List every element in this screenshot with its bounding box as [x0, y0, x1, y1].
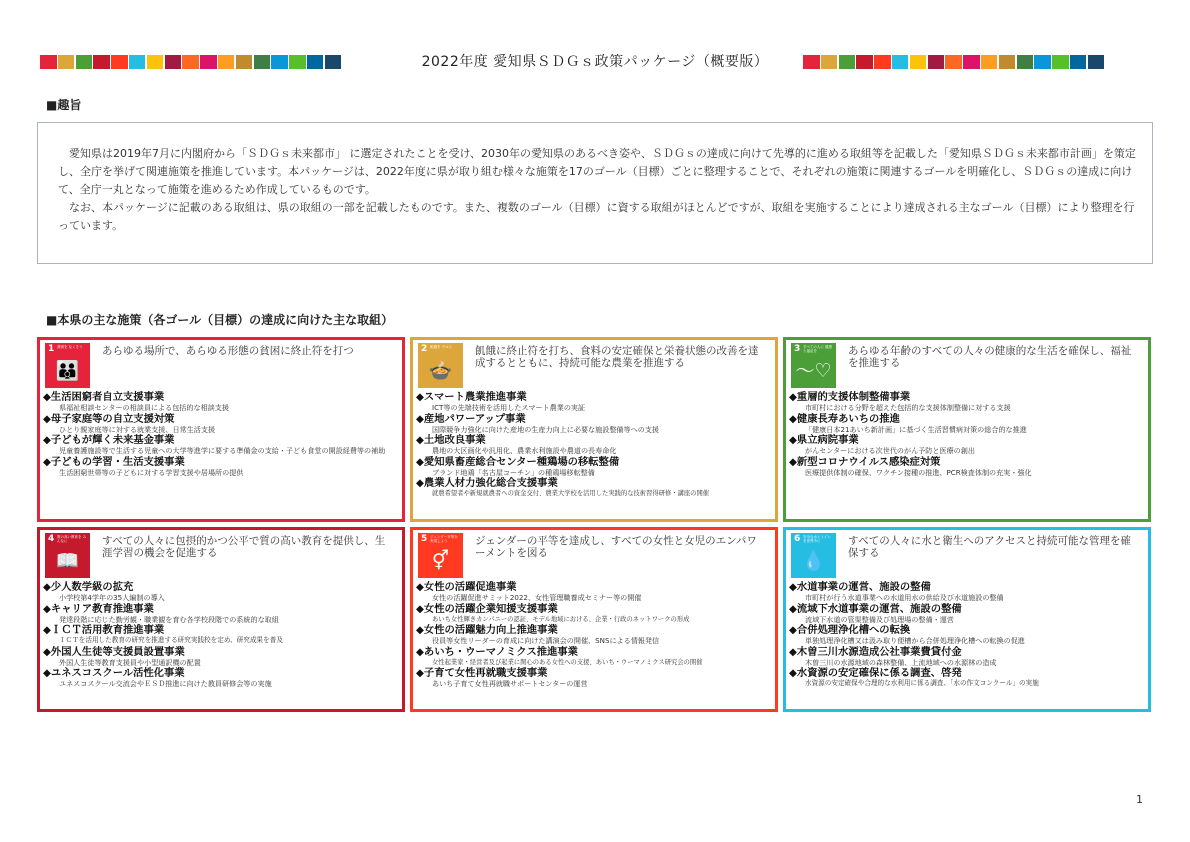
measure-desc: 県福祉相談センターの相談員による包括的な相談支援 — [59, 403, 229, 412]
sdg-color-swatch — [93, 55, 110, 69]
measure-title: ◆木曽三川水源造成公社事業費貸付金 — [789, 645, 962, 658]
sdg-color-swatch — [945, 55, 962, 69]
sdg-color-swatch — [165, 55, 182, 69]
sdg-color-swatch — [307, 55, 324, 69]
goal-card-1 — [37, 337, 405, 522]
purpose-paragraph: 愛知県は2019年7月に内閣府から「ＳＤＧｓ未来都市」 に選定されたことを受け、2030年の愛知県のあるべき姿や、ＳＤＧｓの達成に向けて先導的に進める取組等を記載した「愛知県ＳＤＧｓ未来都市計画」を策定し、全庁を挙げて関連施策を推進しています。本パッケージは、2022年度に県が取り組む様々な施策を17のゴール（目標）ごとに整理することで、それぞれの施策に関連するゴールを明確化し、ＳＤＧｓの達成に向けて、全庁一丸となって施策を進めるため作成しているものです。 — [58, 147, 1136, 196]
sdg-color-swatch — [182, 55, 199, 69]
purpose-box — [37, 122, 1153, 264]
measure-title: ◆重層的支援体制整備事業 — [789, 391, 911, 403]
sdg-color-swatch — [856, 55, 873, 69]
sdg-color-swatch — [76, 55, 93, 69]
measure-desc: ユネスコスクール交流会やＥＳＤ推進に向けた教員研修会等の実施 — [59, 679, 272, 688]
measure-title: ◆水道事業の運営、施設の整備 — [789, 581, 931, 593]
measure-desc: 生活困窮世帯等の子どもに対する学習支援や居場所の提供 — [59, 467, 244, 477]
sdg-color-swatch — [58, 55, 75, 69]
measure-desc: がんセンターにおける次世代のがん予防と医療の創出 — [805, 446, 975, 455]
sdg-color-swatch — [1088, 55, 1105, 69]
measure-desc: あいち子育て女性再就職サポートセンターの運営 — [432, 679, 588, 688]
sdg-color-swatch — [963, 55, 980, 69]
sdg-color-swatch — [874, 55, 891, 69]
sdg-color-swatch — [1052, 55, 1069, 69]
measure-title: ◆流域下水道事業の運営、施設の整備 — [789, 602, 962, 615]
measure-desc: 木曽三川の水源地域の森林整備、上流地域への水源林の造成 — [805, 657, 997, 667]
measure-desc: 就農希望者や新規就農者への資金交付、農業大学校を活用した実践的な技術習得研修・講座の開催 — [432, 490, 710, 497]
sdg-color-swatch — [40, 55, 57, 69]
sdg-color-swatch — [981, 55, 998, 69]
measure-title: ◆県立病院事業 — [789, 434, 859, 446]
measure-desc: 女性の活躍促進サミット2022、女性管理職養成セミナー等の開催 — [432, 593, 642, 602]
measure-desc: 農地の大区画化や汎用化、農業水利施設や農道の長寿命化 — [432, 446, 617, 455]
measure-title: ◆土地改良事業 — [416, 434, 486, 446]
goal-title: すべての人々に包摂的かつ公平で質の高い教育を提供し、生涯学習の機会を促進する — [102, 535, 386, 559]
measure-title: ◆女性の活躍企業知援支援事業 — [416, 602, 558, 615]
measure-title: ◆女性の活躍魅力向上推進事業 — [416, 624, 558, 636]
measure-title: ◆キャリア教育推進事業 — [43, 602, 154, 615]
sdg-color-swatch — [200, 55, 217, 69]
goal-5-gender-equality-icon: 5 ジェンダー平等を 実現しよう ⚥ — [418, 533, 463, 578]
purpose-heading: ■趣旨 — [46, 98, 82, 112]
measure-desc: 国際競争力強化に向けた産地の生産力向上に必要な施設整備等への支援 — [432, 424, 659, 434]
goal-2-zero-hunger-icon: 2 飢餓を ゼロに 🍲 — [418, 343, 463, 388]
sdg-color-swatch — [928, 55, 945, 69]
sdg-color-swatch — [254, 55, 271, 69]
sdg-color-swatch — [1034, 55, 1051, 69]
measure-title: ◆生活困窮者自立支援事業 — [43, 391, 165, 403]
goal-card-4 — [37, 527, 405, 712]
measure-desc: ICT等の先端技術を活用したスマート農業の実証 — [432, 403, 586, 412]
measure-title: ◆スマート農業推進事業 — [416, 391, 527, 403]
sdg-color-swatch — [910, 55, 927, 69]
main-measures-heading: ■本県の主な施策（各ゴール（目標）の達成に向けた主な取組） — [46, 313, 394, 327]
measure-desc: 児童養護施設等で生活する児童への大学等進学に要する準備金の支給・子ども食堂の開設経費等の補助 — [59, 446, 386, 455]
goal-card-3 — [783, 337, 1151, 522]
sdg-color-swatch — [803, 55, 820, 69]
goal-card-5 — [410, 527, 778, 712]
measure-desc: ＩＣＴを活用した教育の研究を推進する研究実践校を定め、研究成果を普及 — [59, 636, 283, 644]
goal-3-health-icon: 3 すべての人に 健康と福祉を 〜♡ — [791, 343, 836, 388]
purpose-paragraph: なお、本パッケージに記載のある取組は、県の取組の一部を記載したものです。また、複数のゴール（目標）に資する取組がほとんどですが、取組を実施することにより達成される主なゴール（目標）により整理を行っています。 — [58, 201, 1135, 232]
sdg-color-swatch — [111, 55, 128, 69]
measure-title: ◆あいち・ウーマノミクス推進事業 — [416, 645, 578, 658]
measure-desc: 「健康日本21あいち新計画」に基づく生活習慣病対策の総合的な推進 — [805, 424, 1027, 434]
measure-title: ◆新型コロナウイルス感染症対策 — [789, 455, 941, 468]
goal-card-2 — [410, 337, 778, 522]
goal-title: あらゆる年齢のすべての人々の健康的な生活を確保し、福祉を推進する — [848, 345, 1132, 369]
sdg-color-swatch — [271, 55, 288, 69]
measure-title: ◆ＩＣＴ活用教育推進事業 — [43, 624, 165, 636]
sdg-color-swatch — [147, 55, 164, 69]
goal-title: すべての人々に水と衛生へのアクセスと持続可能な管理を確保する — [848, 535, 1131, 559]
measure-desc: 流域下水道の管渠整備及び処理場の整備・運営 — [805, 614, 954, 624]
measure-desc: ブランド地鶏「名古屋コーチン」の種鶏場移転整備 — [432, 467, 595, 477]
goal-6-clean-water-icon: 6 安全な水とトイレ を世界中に 💧 — [791, 533, 836, 578]
sdg-color-swatch — [839, 55, 856, 69]
measure-title: ◆合併処理浄化槽への転換 — [789, 624, 911, 636]
goal-title: あらゆる場所で、あらゆる形態の貧困に終止符を打つ — [102, 345, 354, 357]
measure-desc: 水資源の安定確保や合理的な水利用に係る調査、「水の作文コンクール」の実施 — [805, 679, 1039, 687]
measure-desc: 女性起業家・経営者及び起業に関心のある女性への支援、あいち・ウーマノミクス研究会の開催 — [432, 658, 703, 666]
measure-title: ◆愛知県畜産総合センター種鶏場の移転整備 — [416, 455, 620, 468]
right-sdg-color-bar — [803, 55, 1106, 69]
measure-title: ◆少人数学級の拡充 — [43, 581, 134, 593]
measure-desc: 小学校第4学年の35人編制の導入 — [59, 593, 165, 602]
goal-1-no-poverty-icon: 1 貧困を なくそう 👪 — [45, 343, 90, 388]
measure-title: ◆子どもの学習・生活支援事業 — [43, 455, 185, 468]
measure-desc: 役員等女性リーダーの育成に向けた講演会の開催、SNSによる情報発信 — [432, 636, 660, 645]
sdg-color-swatch — [129, 55, 146, 69]
document-title: 2022年度 愛知県ＳＤＧｓ政策パッケージ（概要版） — [421, 54, 769, 70]
measure-title: ◆子どもが輝く未来基金事業 — [43, 434, 175, 446]
measure-title: ◆外国人生徒等支援員設置事業 — [43, 645, 185, 658]
measure-title: ◆農業人材力強化総合支援事業 — [416, 477, 558, 489]
goal-title: ジェンダーの平等を達成し、すべての女性と女児のエンパワーメントを図る — [475, 535, 757, 559]
measure-desc: 単独処理浄化槽又は汲み取り便槽から合併処理浄化槽への転換の促進 — [805, 636, 1025, 645]
goal-card-6 — [783, 527, 1151, 712]
measure-title: ◆健康長寿あいちの推進 — [789, 412, 900, 425]
measure-desc: 市町村が行う水道事業への水道用水の供給及び水道施設の整備 — [805, 593, 1004, 602]
sdg-color-swatch — [289, 55, 306, 69]
measure-title: ◆ユネスコスクール活性化事業 — [43, 667, 185, 679]
measure-desc: 医療提供体制の確保、ワクチン接種の推進、PCR検査体制の充実・強化 — [805, 467, 1032, 477]
page-number: 1 — [1136, 793, 1143, 806]
sdg-color-swatch — [325, 55, 342, 69]
sdg-color-swatch — [236, 55, 253, 69]
measure-title: ◆子育て女性再就職支援事業 — [416, 667, 548, 679]
sdg-color-swatch — [999, 55, 1016, 69]
sdg-color-swatch — [218, 55, 235, 69]
sdg-color-swatch — [1070, 55, 1087, 69]
measure-title: ◆母子家庭等の自立支援対策 — [43, 412, 175, 425]
measure-desc: 外国人生徒等教育支援員や小型通訳機の配置 — [59, 657, 201, 667]
measure-title: ◆産地パワーアップ事業 — [416, 412, 526, 425]
measure-desc: 市町村における分野を超えた包括的な支援体制整備に対する支援 — [805, 403, 1011, 412]
measure-title: ◆女性の活躍促進事業 — [416, 581, 517, 593]
left-sdg-color-bar — [40, 55, 343, 69]
sdg-color-swatch — [892, 55, 909, 69]
sdg-color-swatch — [1017, 55, 1034, 69]
measure-desc: あいち女性輝きカンパニーの認証、モデル地域における、企業・行政のネットワークの形成 — [432, 615, 690, 623]
measure-title: ◆水資源の安定確保に係る調査、啓発 — [789, 667, 962, 679]
sdg-color-swatch — [821, 55, 838, 69]
goal-4-education-icon: 4 質の高い教育を みんなに 📖 — [45, 533, 90, 578]
goal-title: 飢餓に終止符を打ち、食料の安定確保と栄養状態の改善を達成するとともに、持続可能な農業を推進する — [475, 345, 759, 369]
measure-desc: 発達段階に応じた勤労観・職業観を育む各学校段階での系統的な取組 — [59, 614, 279, 624]
measure-desc: ひとり親家庭等に対する就業支援、日常生活支援 — [59, 424, 216, 434]
